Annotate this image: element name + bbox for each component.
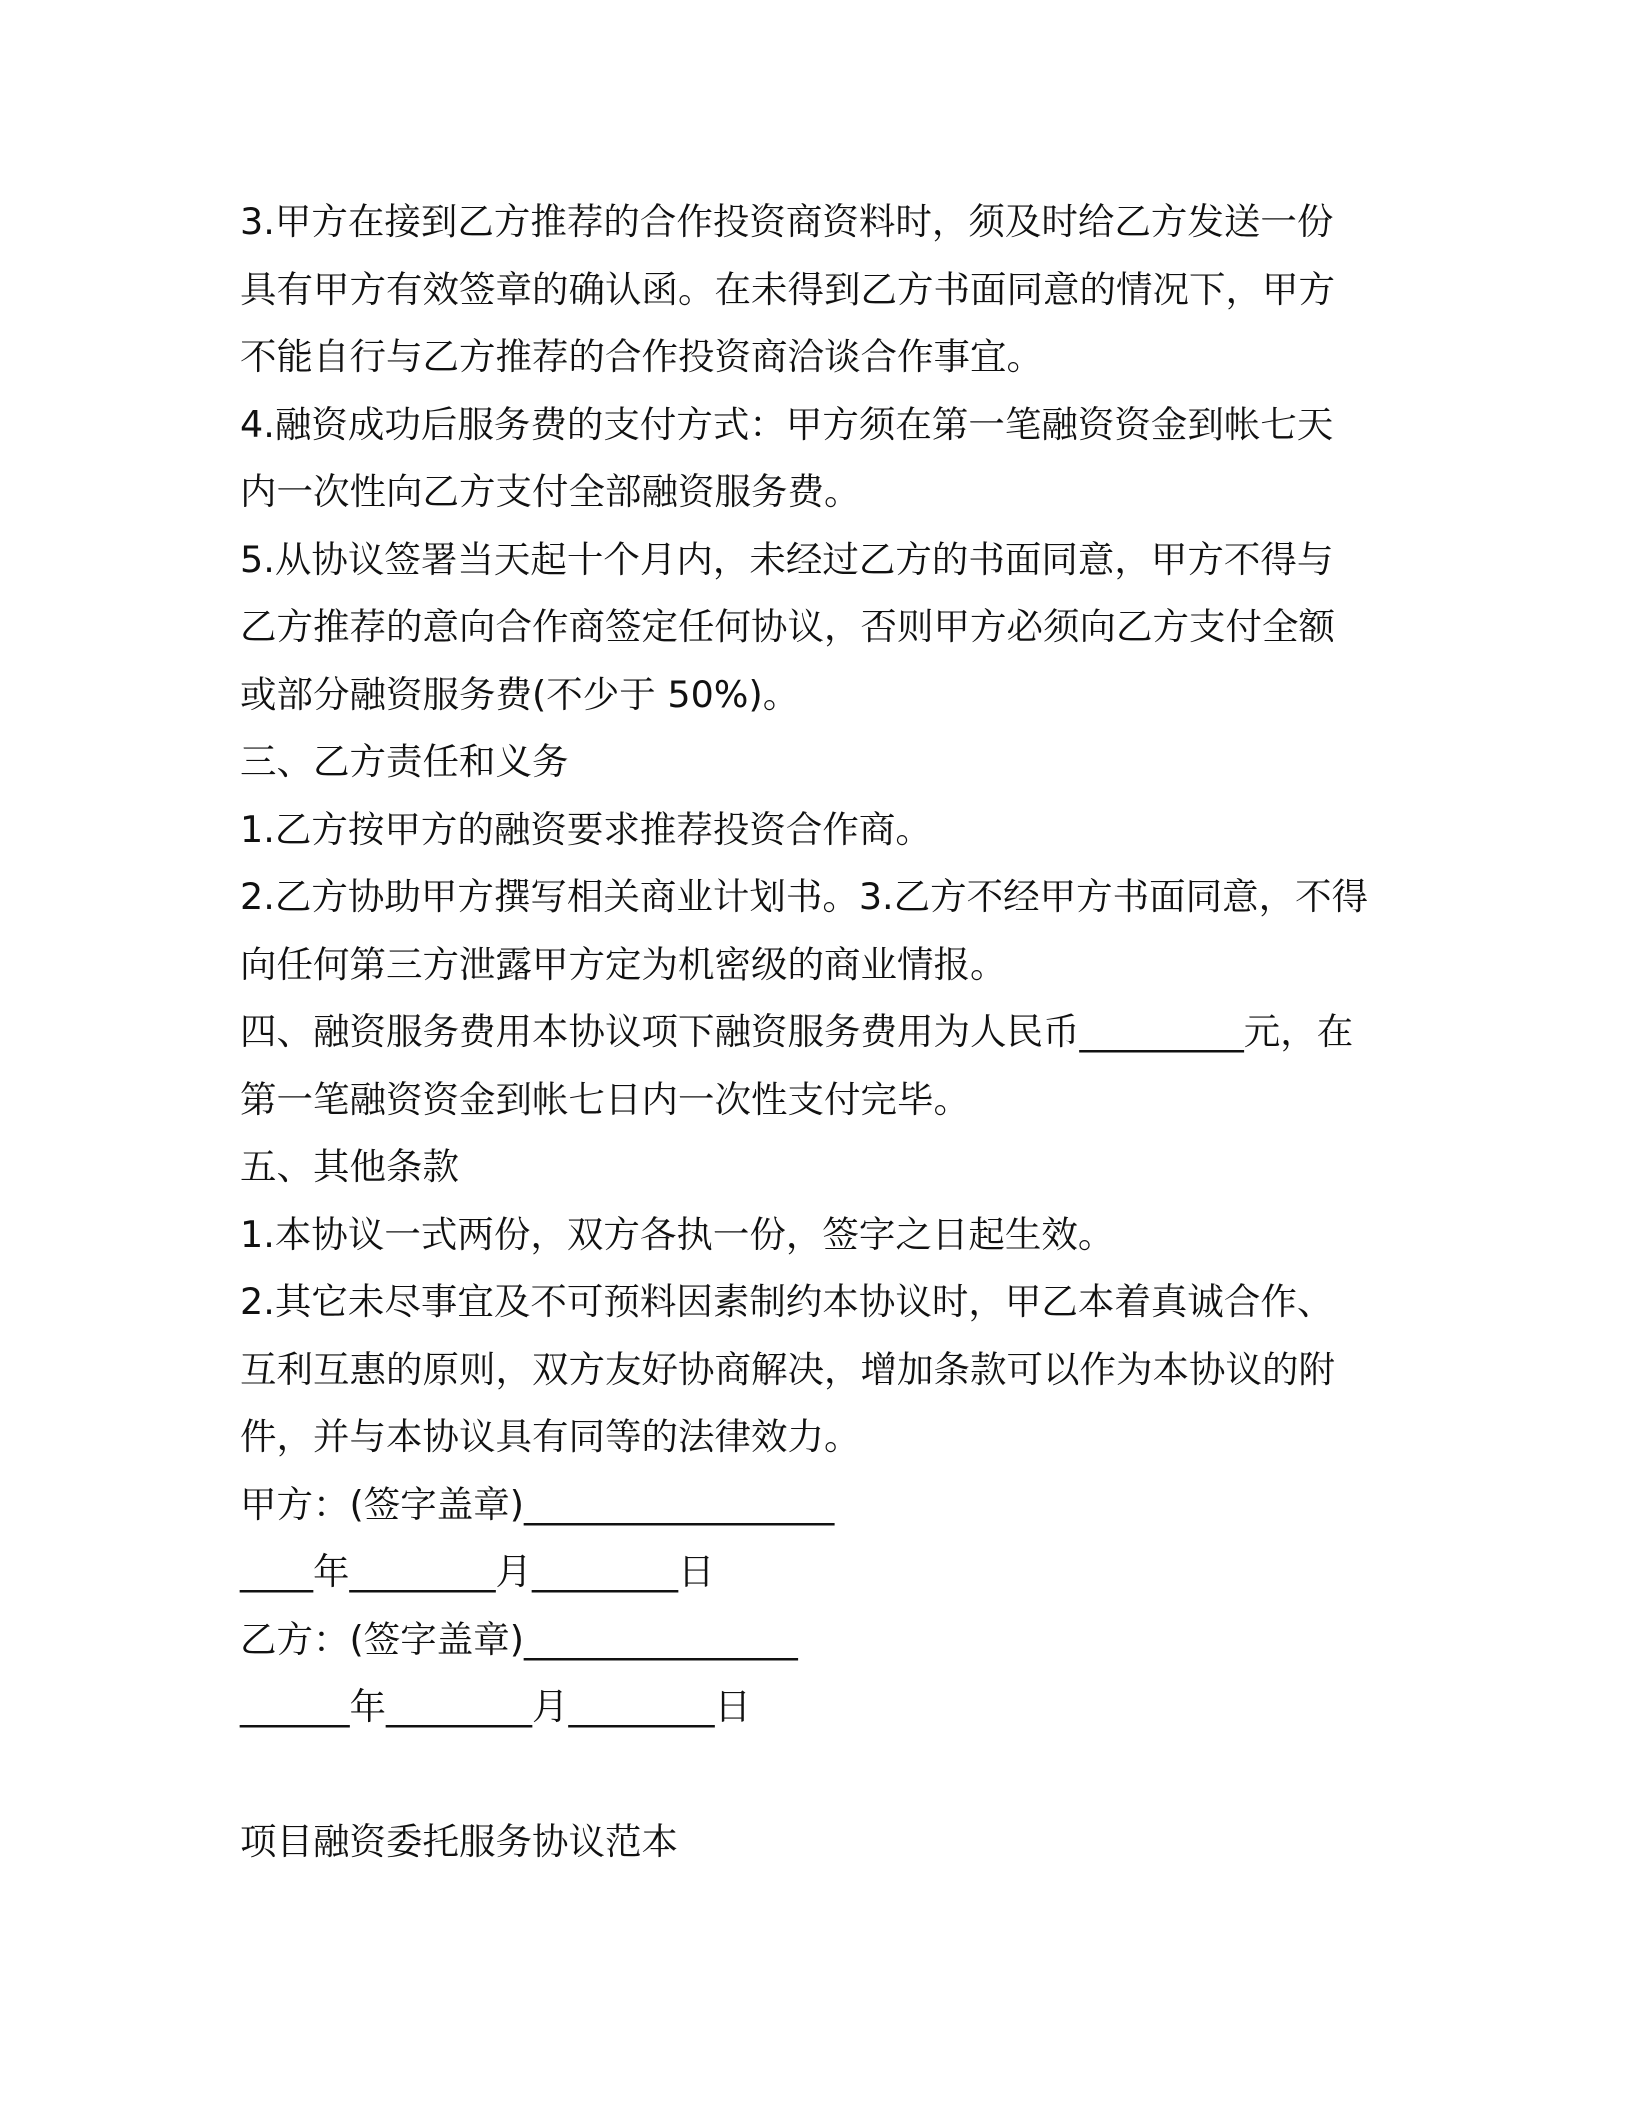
paragraph-line: 内一次性向乙方支付全部融资服务费。 xyxy=(240,470,861,513)
blank-spacer xyxy=(240,1741,1380,1809)
paragraph-line: 1.乙方按甲方的融资要求推荐投资合作商。 xyxy=(240,807,932,851)
paragraph-line: 乙方推荐的意向合作商签定任何协议，否则甲方必须向乙方支付全额 xyxy=(240,605,1335,648)
paragraph-line: 第一笔融资资金到帐七日内一次性支付完毕。 xyxy=(240,1077,970,1121)
paragraph-line: 互利互惠的原则，双方友好协商解决，增加条款可以作为本协议的附 xyxy=(240,1347,1335,1391)
section-heading: 五、其他条款 xyxy=(240,1145,459,1188)
paragraph-line: 向任何第三方泄露甲方定为机密级的商业情报。 xyxy=(240,942,1007,986)
paragraph-line: 或部分融资服务费(不少于 50%)。 xyxy=(240,672,800,716)
paragraph-line: 1.本协议一式两份，双方各执一份，签字之日起生效。 xyxy=(240,1212,1115,1256)
paragraph-line: 不能自行与乙方推荐的合作投资商洽谈合作事宜。 xyxy=(240,335,1043,378)
section-heading: 三、乙方责任和义务 xyxy=(240,740,569,783)
paragraph-line: 具有甲方有效签章的确认函。在未得到乙方书面同意的情况下，甲方 xyxy=(240,267,1335,311)
paragraph-line: 4.融资成功后服务费的支付方式：甲方须在第一笔融资资金到帐七天 xyxy=(240,402,1334,446)
party-b-signature-line: 乙方：(签字盖章)_______________ xyxy=(240,1617,798,1661)
footer-title: 项目融资委托服务协议范本 xyxy=(240,1820,678,1863)
paragraph-line: 2.乙方协助甲方撰写相关商业计划书。3.乙方不经甲方书面同意，不得 xyxy=(240,875,1369,918)
paragraph-line: 件，并与本协议具有同等的法律效力。 xyxy=(240,1415,861,1458)
paragraph-line: 四、融资服务费用本协议项下融资服务费用为人民币_________元，在 xyxy=(240,1010,1354,1053)
paragraph-line: 2.其它未尽事宜及不可预料因素制约本协议时，甲乙本着真诚合作、 xyxy=(240,1280,1334,1323)
paragraph-line: 3.甲方在接到乙方推荐的合作投资商资料时，须及时给乙方发送一份 xyxy=(240,200,1334,243)
party-a-signature-line: 甲方：(签字盖章)_________________ xyxy=(240,1482,835,1526)
document-body xyxy=(240,188,1380,1876)
paragraph-line: 5.从协议签署当天起十个月内，未经过乙方的书面同意，甲方不得与 xyxy=(240,537,1334,581)
party-b-date-line: ______年________月________日 xyxy=(240,1685,751,1728)
party-a-date-line: ____年________月________日 xyxy=(240,1550,715,1593)
